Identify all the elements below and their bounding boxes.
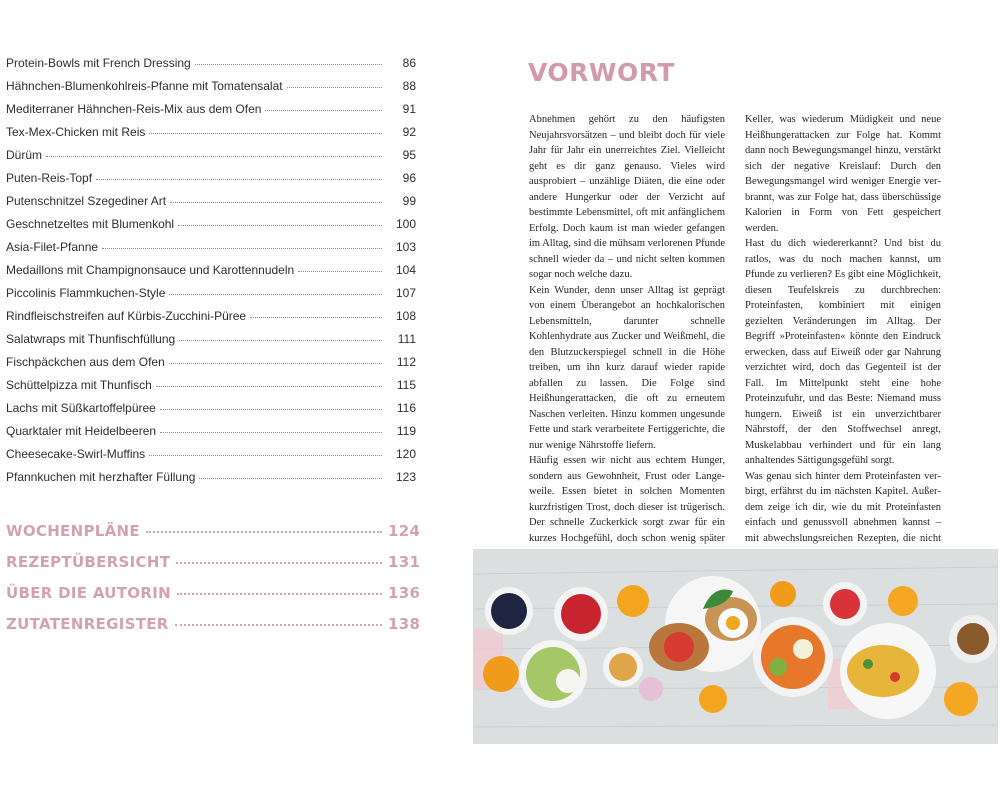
toc-entry-page: 92	[402, 125, 416, 139]
toc-leader-dots	[179, 331, 382, 341]
toc-section[interactable]	[6, 615, 421, 646]
toc-entry[interactable]	[6, 263, 418, 286]
toc-entry-page: 103	[395, 240, 416, 254]
toc-entry-title: Protein-Bowls mit French Dressing	[6, 56, 191, 70]
toc-entry-title: Medaillons mit Champignonsauce und Karottennudeln	[6, 263, 295, 277]
foreword-paragraph: Was genau sich hinter dem Proteinfasten verbirgt, erfährst du im nächsten Kapitel. Außerdem zeige ich dir, wie du mit Proteinfasten einfach und genussvoll abnehmen kannst – mit abwechslungsreichen Rezepten, die nicht	[745, 470, 941, 544]
foreword-paragraph: Kein Wunder, denn unser Alltag ist geprägt von einem Überangebot an hochkalorischen Lebensmitteln, darunter schnelle Kohlenhydrate aus Zucker und Weißmehl, die den Blutzuckerspiegel schnell in die Höhe treiben, um ihn kurz darauf wieder rapide abfallen zu lassen. Die Folge sind Heißhungerattacken, die oft zu erneutem Naschen verleiten. Hinzu kommen ungesunde Fette und stark verarbeitete Fertiggerichte, die nur wenige Nährstoffe liefern.	[529, 284, 725, 451]
toc-entry-title: Asia-Filet-Pfanne	[6, 240, 99, 254]
toc-entry-title: Putenschnitzel Szegediner Art	[6, 194, 167, 208]
toc-entry-page: 104	[395, 263, 416, 277]
toc-entry-title: Geschnetzeltes mit Blumenkohl	[6, 217, 175, 231]
toc-leader-dots	[178, 216, 382, 226]
toc-section-title: ÜBER DIE AUTORIN	[6, 584, 171, 602]
toc-entry-page: 119	[396, 424, 416, 438]
toc-entry[interactable]	[6, 56, 418, 79]
toc-entry[interactable]	[6, 401, 418, 424]
toc-leader-dots	[170, 193, 382, 203]
toc-section-page: 131	[388, 553, 421, 571]
toc-entry-title: Piccolinis Flammkuchen-Style	[6, 286, 166, 300]
toc-leader-dots	[149, 124, 382, 134]
toc-sections	[6, 522, 421, 646]
toc-entry[interactable]	[6, 194, 418, 217]
toc-entry[interactable]	[6, 240, 418, 263]
toc-leader-dots	[195, 55, 382, 65]
toc-entry-page: 120	[395, 447, 416, 461]
toc-entry-title: Mediterraner Hähnchen-Reis-Mix aus dem Ofen	[6, 102, 262, 116]
toc-entry-title: Salatwraps mit Thunfischfüllung	[6, 332, 176, 346]
toc-entry[interactable]	[6, 171, 418, 194]
toc-entry-page: 100	[395, 217, 416, 231]
toc-entry-page: 112	[396, 355, 416, 369]
toc-leader-dots	[265, 101, 382, 111]
toc-entry-page: 116	[396, 401, 416, 415]
toc-entry[interactable]	[6, 286, 418, 309]
toc-entry[interactable]	[6, 217, 418, 240]
toc-entry[interactable]	[6, 470, 418, 493]
toc-leader-dots	[156, 377, 382, 387]
toc-leader-dots	[287, 78, 382, 88]
toc-section-title: REZEPTÜBERSICHT	[6, 553, 171, 571]
toc-entry[interactable]	[6, 102, 418, 125]
toc-entry-page: 96	[402, 171, 416, 185]
food-photo	[473, 549, 998, 744]
toc-leader-dots	[250, 308, 382, 318]
toc-section-title: ZUTATENREGISTER	[6, 615, 169, 633]
foreword-paragraph: Häufig essen wir nicht aus echtem Hunger, sondern aus Gewohnheit, Frust oder Langeweile. Essen bietet in solchen Momenten kurzfristigen Trost, doch dieser ist trügerisch. Der schnelle Zuckerkick sorgt zwar für ein kurzes Hochgefühl, doch schon wenig später	[529, 455, 725, 544]
toc-leader-dots	[199, 469, 382, 479]
toc-leader-dots	[102, 239, 382, 249]
toc-leader-dots	[146, 521, 382, 533]
toc-leader-dots	[169, 354, 382, 364]
toc-entry-page: 99	[402, 194, 416, 208]
toc-entry-page: 91	[402, 102, 416, 116]
toc-leader-dots	[298, 262, 382, 272]
toc-entry-title: Pfannkuchen mit herzhafter Füllung	[6, 470, 196, 484]
toc-entry[interactable]	[6, 79, 418, 102]
toc-leader-dots	[160, 400, 382, 410]
toc-entry-title: Cheesecake-Swirl-Muffins	[6, 447, 146, 461]
toc-entry[interactable]	[6, 148, 418, 171]
toc-entry[interactable]	[6, 378, 418, 401]
toc-entry-title: Quarktaler mit Heidelbeeren	[6, 424, 157, 438]
toc-leader-dots	[149, 446, 382, 456]
toc-entry[interactable]	[6, 125, 418, 148]
toc-entry-page: 108	[395, 309, 416, 323]
toc-leader-dots	[176, 552, 382, 564]
toc-section[interactable]	[6, 553, 421, 584]
toc-entry-page: 123	[395, 470, 416, 484]
toc-entry[interactable]	[6, 447, 418, 470]
toc-entry-title: Fischpäckchen aus dem Ofen	[6, 355, 165, 369]
toc-section[interactable]	[6, 584, 421, 615]
toc-leader-dots	[177, 583, 382, 595]
table-of-contents	[6, 56, 418, 493]
toc-entry-page: 107	[395, 286, 416, 300]
page-title: VORWORT	[528, 58, 675, 87]
toc-entry-title: Schüttelpizza mit Thunfisch	[6, 378, 152, 392]
toc-entry-page: 88	[402, 79, 416, 93]
toc-section[interactable]	[6, 522, 421, 553]
toc-entry-title: Hähnchen-Blumenkohlreis-Pfanne mit Tomatensalat	[6, 79, 283, 93]
toc-section-page: 138	[388, 615, 421, 633]
toc-leader-dots	[96, 170, 382, 180]
toc-entry-page: 115	[396, 378, 416, 392]
foreword-paragraph: Hast du dich wiedererkannt? Und bist du ratlos, was du noch machen kannst, um Pfunde zu verlieren? Es gibt eine Möglichkeit, diesen Teufelskreis zu durchbrechen: Proteinfasten, kombiniert mit einigen gezielten Veränderungen im Alltag. Der Begriff »Proteinfasten« könnte den Eindruck erwecken, dass auf Eiweiß oder gar Nahrung verzichtet wird, doch das Gegenteil ist der Fall. Im Mittelpunkt steht eine hohe Proteinzufuhr, und das Beste: Niemand muss hungern. Eiweiß ist ein unverzichtbarer Nährstoff, der den Stoffwechsel anregt, Muskelabbau verhindert und für ein lang anhaltendes Sättigungsgefühl sorgt.	[745, 238, 941, 466]
toc-entry-page: 86	[402, 56, 416, 70]
toc-leader-dots	[169, 285, 382, 295]
foreword-paragraph: Keller, was wiederum Müdigkeit und neue Heißhungerattacken zur Folge hat. Kommt dann noch Bewegungsmangel hinzu, verstärkt sich der negative Kreislauf: Durch den Bewegungsmangel wird weniger Energie verbrannt, was zur Folge hat, dass überschüssige Kalorien in Form von Fett gespeichert werden.	[745, 114, 941, 234]
foreword-right-column	[745, 112, 941, 577]
toc-leader-dots	[175, 614, 382, 626]
toc-entry[interactable]	[6, 332, 418, 355]
toc-entry-title: Puten-Reis-Topf	[6, 171, 93, 185]
toc-entry[interactable]	[6, 355, 418, 378]
toc-entry[interactable]	[6, 309, 418, 332]
toc-entry-title: Rindfleischstreifen auf Kürbis-Zucchini-Püree	[6, 309, 247, 323]
toc-entry-page: 95	[402, 148, 416, 162]
toc-section-title: WOCHENPLÄNE	[6, 522, 140, 540]
toc-entry[interactable]	[6, 424, 418, 447]
toc-entry-title: Tex-Mex-Chicken mit Reis	[6, 125, 146, 139]
toc-entry-title: Dürüm	[6, 148, 43, 162]
toc-section-page: 136	[388, 584, 421, 602]
foreword-paragraph: Abnehmen gehört zu den häufigsten Neujahrsvorsätzen – und bleibt doch für viele Jahr für Jahr ein unerreichtes Ziel. Vielleicht geht es dir ganz genauso. Vieles wird ausprobiert – unzählige Diäten, die eine oder andere Hungerkur oder der Verzicht auf bestimmte Lebensmittel, oft mit anfänglichem Erfolg. Doch kaum ist man wieder gefangen im Alltag, sind die mühsam verlorenen Pfunde schnell wieder da – und nicht selten kommen sogar noch welche dazu.	[529, 114, 725, 280]
toc-entry-title: Lachs mit Süßkartoffelpüree	[6, 401, 156, 415]
foreword-left-column	[529, 112, 725, 562]
toc-section-page: 124	[388, 522, 421, 540]
toc-leader-dots	[46, 147, 382, 157]
toc-entry-page: 111	[397, 332, 416, 346]
toc-leader-dots	[160, 423, 382, 433]
